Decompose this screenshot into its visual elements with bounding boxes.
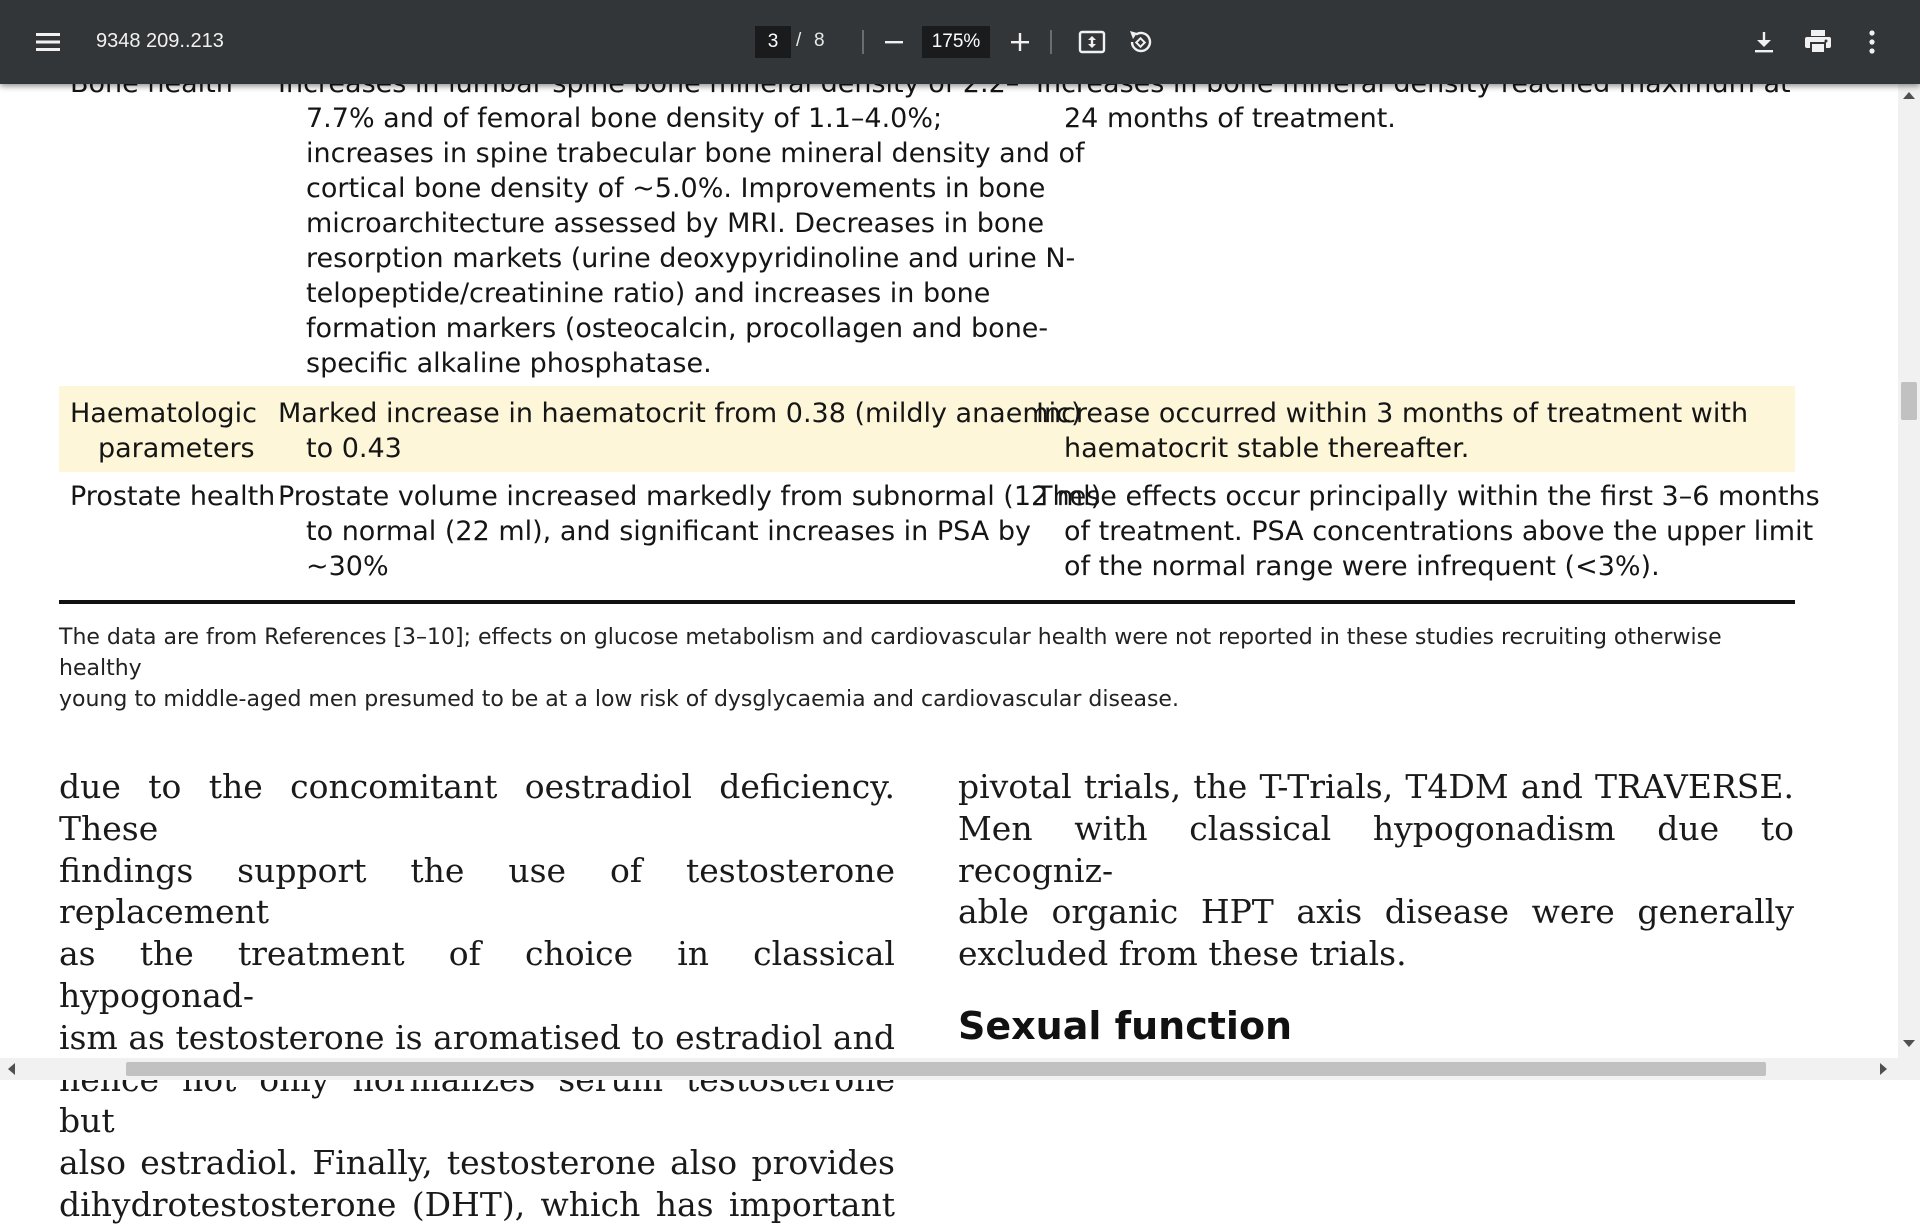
- table-cell-line: resorption markets (urine deoxypyridinoline and urine N-: [306, 243, 1076, 274]
- scroll-right-arrow-icon[interactable]: [1880, 1063, 1887, 1075]
- row-timing-haematologic: [1036, 396, 1748, 466]
- page-separator: /: [796, 30, 802, 51]
- page-total: 8: [814, 30, 825, 51]
- table-cell-line: Prostate health: [70, 481, 276, 512]
- plus-icon[interactable]: [998, 22, 1042, 62]
- fit-to-page-icon[interactable]: [1070, 22, 1114, 62]
- rotate-icon[interactable]: [1118, 22, 1162, 62]
- body-line: excluded from these trials.: [958, 934, 1407, 974]
- pdf-toolbar: [0, 0, 1920, 84]
- zoom-level-input[interactable]: 175%: [922, 26, 990, 58]
- table-cell-line: microarchitecture assessed by MRI. Decreases in bone: [306, 208, 1045, 239]
- body-line: findings support the use of testosterone replacement: [59, 850, 895, 932]
- row-effect-prostate: [278, 479, 1101, 584]
- body-line: also estradiol. Finally, testosterone also provides: [59, 1143, 895, 1183]
- row-effect-haematologic: [278, 396, 1082, 466]
- table-cell-line: formation markers (osteocalcin, procollagen and bone-: [306, 313, 1049, 344]
- table-cell-line: ~30%: [306, 551, 389, 582]
- body-line: able organic HPT axis disease were generally: [958, 892, 1794, 932]
- table-cell-line: to 0.43: [306, 433, 402, 464]
- body-line: but: [59, 1101, 115, 1141]
- print-icon[interactable]: [1796, 22, 1840, 62]
- table-bottom-rule: [59, 600, 1795, 604]
- table-cell-line: Haematologic: [70, 398, 257, 429]
- table-cell-line: 7.7% and of femoral bone density of 1.1–4.0%;: [306, 103, 943, 134]
- section-heading: Sexual function: [958, 1004, 1293, 1048]
- table-cell-line: telopeptide/creatinine ratio) and increases in bone: [306, 278, 991, 309]
- row-timing-prostate: [1036, 479, 1820, 584]
- table-cell-line: of the normal range were infrequent (<3%).: [1064, 551, 1660, 582]
- table-cell-line: to normal (22 ml), and significant increases in PSA by: [306, 516, 1031, 547]
- table-cell-line: These effects occur principally within the first 3–6 months: [1036, 481, 1820, 512]
- row-effect-bone-health: [278, 66, 1085, 381]
- body-right-column: [958, 766, 1794, 975]
- page-number-input[interactable]: 3: [755, 26, 791, 58]
- table-cell-line: 24 months of treatment.: [1064, 103, 1396, 134]
- vertical-scrollbar-thumb[interactable]: [1901, 382, 1917, 420]
- scroll-left-arrow-icon[interactable]: [8, 1063, 15, 1075]
- table-cell-line: increases in spine trabecular bone mineral density and of: [306, 138, 1085, 169]
- scroll-up-arrow-icon[interactable]: [1903, 92, 1915, 99]
- footnote-line: young to middle-aged men presumed to be at a low risk of dysglycaemia and cardiovascular disease.: [59, 687, 1179, 712]
- row-label-haematologic: [70, 396, 257, 466]
- scroll-down-arrow-icon[interactable]: [1903, 1040, 1915, 1047]
- body-line: ism as testosterone is aromatised to estradiol and: [59, 1017, 895, 1057]
- table-cell-line: parameters: [98, 433, 255, 464]
- body-left-column: [59, 766, 895, 1226]
- body-line: Men with classical hypogonadism due to recogniz-: [958, 808, 1794, 890]
- vertical-scrollbar[interactable]: [1898, 84, 1920, 1058]
- table-cell-line: of treatment. PSA concentrations above the upper limit: [1064, 516, 1814, 547]
- toolbar-divider: [862, 30, 864, 54]
- download-icon[interactable]: [1742, 22, 1786, 62]
- table-cell-line: Prostate volume increased markedly from subnormal (12 ml): [278, 481, 1102, 512]
- toolbar-divider: [1050, 30, 1052, 54]
- document-title: 9348 209..213: [96, 30, 224, 52]
- table-cell-line: cortical bone density of ~5.0%. Improvements in bone: [306, 173, 1046, 204]
- table-cell-line: Marked increase in haematocrit from 0.38 (mildly anaemic): [278, 398, 1082, 429]
- table-cell-line: Increase occurred within 3 months of treatment with: [1036, 398, 1749, 429]
- table-cell-line: specific alkaline phosphatase.: [306, 348, 712, 379]
- table-footnote: [59, 622, 1759, 715]
- more-vertical-icon[interactable]: [1850, 22, 1894, 62]
- body-line: pivotal trials, the T-Trials, T4DM and TRAVERSE.: [958, 767, 1794, 806]
- row-label-prostate: [70, 479, 275, 514]
- body-line: as the treatment of choice in classical hypogonad-: [59, 934, 895, 1015]
- table-cell-line: haematocrit stable thereafter.: [1064, 433, 1470, 464]
- horizontal-scrollbar-thumb[interactable]: [126, 1062, 1766, 1076]
- body-line: due to the concomitant oestradiol deficiency. These: [59, 767, 895, 848]
- footnote-line: The data are from References [3–10]; effects on glucose metabolism and cardiovascular health were not reported in these studies recruiting otherwise healthy: [59, 625, 1722, 681]
- minus-icon[interactable]: [872, 22, 916, 62]
- body-line: dihydrotestosterone (DHT), which has important: [59, 1184, 895, 1224]
- hamburger-menu-icon[interactable]: [26, 22, 70, 62]
